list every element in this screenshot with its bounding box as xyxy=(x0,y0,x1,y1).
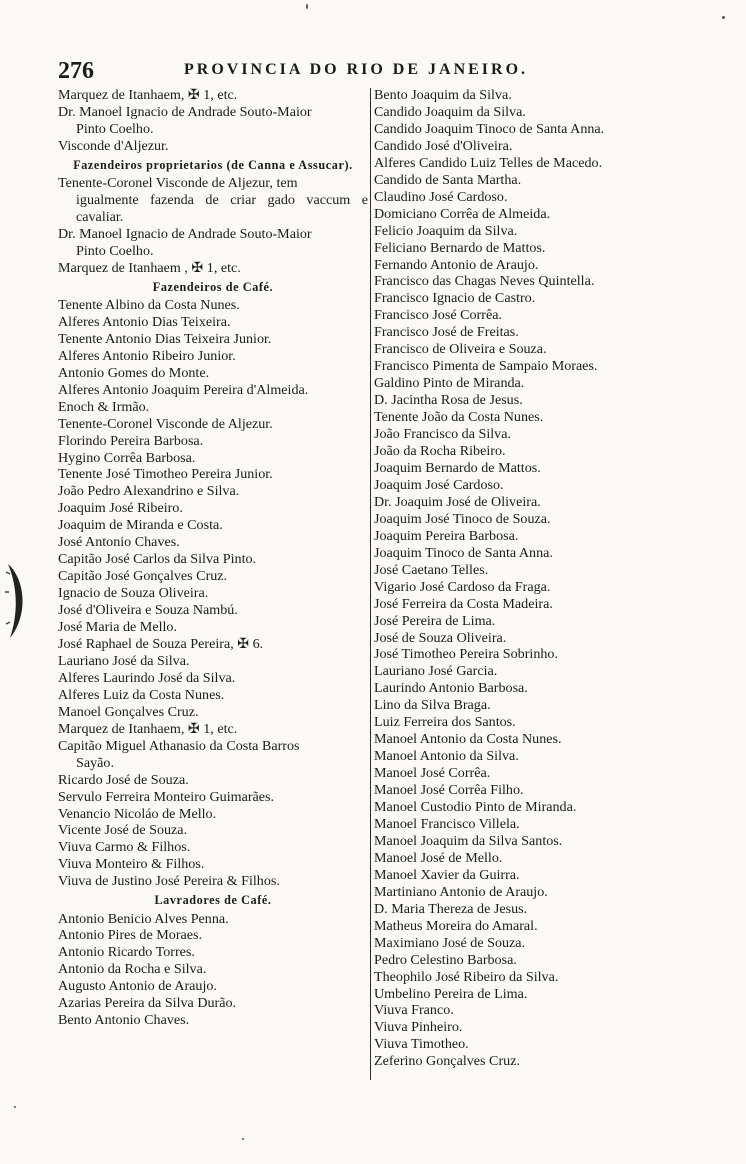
list-entry xyxy=(58,260,368,277)
list-entry: Martiniano Antonio de Araujo. xyxy=(374,883,548,900)
entry-text: Manoel Gonçalves Cruz. xyxy=(58,703,199,720)
entry-text: Joaquim de Miranda e Costa. xyxy=(58,517,223,534)
list-entry xyxy=(58,738,368,772)
list-entry: D. Maria Thereza de Jesus. xyxy=(374,900,528,917)
list-entry xyxy=(58,331,368,348)
list-entry xyxy=(58,961,368,978)
list-entry: Pedro Celestino Barbosa. xyxy=(374,951,517,968)
list-entry xyxy=(58,839,368,856)
list-entry: Candido Joaquim da Silva. xyxy=(374,103,526,120)
entry-text: Visconde d'Aljezur. xyxy=(58,137,169,154)
entry-text: Vicente José de Souza. xyxy=(58,822,188,839)
right-column xyxy=(374,87,686,1070)
list-entry: Viuva Timotheo. xyxy=(374,1036,469,1053)
list-entry xyxy=(58,653,368,670)
entry-text: Alferes Antonio Joaquim Pereira d'Almeida. xyxy=(58,381,309,398)
list-entry xyxy=(58,1012,368,1029)
section-heading: Fazendeiros proprietarios (de Canna e Assucar). xyxy=(73,157,353,172)
list-entry: Maximiano José de Souza. xyxy=(374,934,526,951)
list-entry: Joaquim José Tinoco de Souza. xyxy=(374,510,551,527)
entry-text: Dr. Manoel Ignacio de Andrade Souto-Maior xyxy=(58,225,312,242)
list-entry xyxy=(58,995,368,1012)
page-header xyxy=(58,58,578,88)
list-entry xyxy=(58,856,368,873)
entry-text: Tenente-Coronel Visconde de Aljezur, tem xyxy=(58,175,298,192)
list-entry: Feliciano Bernardo de Mattos. xyxy=(374,239,546,256)
list-entry: José Timotheo Pereira Sobrinho. xyxy=(374,646,559,663)
entry-continuation: Pinto Coelho. xyxy=(76,120,154,137)
column-divider xyxy=(370,88,371,1080)
entry-text: Ricardo José de Souza. xyxy=(58,771,189,788)
list-entry: Francisco das Chagas Neves Quintella. xyxy=(374,273,595,290)
list-entry: José Ferreira da Costa Madeira. xyxy=(374,595,553,612)
list-entry xyxy=(58,399,368,416)
list-entry xyxy=(58,365,368,382)
entry-text: Bento Antonio Chaves. xyxy=(58,1012,190,1029)
entry-text: Enoch & Irmão. xyxy=(58,398,150,415)
list-entry xyxy=(58,602,368,619)
entry-text: Antonio Ricardo Torres. xyxy=(58,944,195,961)
entry-text: Venancio Nicoláo de Mello. xyxy=(58,805,217,822)
list-entry: Galdino Pinto de Miranda. xyxy=(374,375,525,392)
list-entry: Dr. Joaquim José de Oliveira. xyxy=(374,493,541,510)
list-entry: Manoel José Corrêa. xyxy=(374,765,491,782)
list-entry xyxy=(58,670,368,687)
list-entry: Joaquim Bernardo de Mattos. xyxy=(374,459,541,476)
list-entry: Manoel José Corrêa Filho. xyxy=(374,782,524,799)
list-entry: Bento Joaquim da Silva. xyxy=(374,87,512,103)
list-entry: Alferes Candido Luiz Telles de Macedo. xyxy=(374,154,603,171)
list-entry: Umbelino Pereira de Lima. xyxy=(374,985,528,1002)
entry-text: Antonio Gomes do Monte. xyxy=(58,364,210,381)
list-entry: Vigario José Cardoso da Fraga. xyxy=(374,578,551,595)
running-title: PROVINCIA DO RIO DE JANEIRO. xyxy=(184,61,529,78)
section-heading: Fazendeiros de Café. xyxy=(152,279,274,294)
list-entry: Manoel José de Mello. xyxy=(374,849,503,866)
list-entry: Luiz Ferreira dos Santos. xyxy=(374,714,516,731)
entry-text: Capitão Miguel Athanasio da Costa Barros xyxy=(58,737,300,754)
list-entry: Lauriano José Garcia. xyxy=(374,663,498,680)
paper-speck xyxy=(306,4,308,9)
list-entry: Joaquim Pereira Barbosa. xyxy=(374,527,519,544)
list-entry: Francisco José Corrêa. xyxy=(374,307,502,324)
list-entry xyxy=(58,382,368,399)
list-entry: Laurindo Antonio Barbosa. xyxy=(374,680,528,697)
paper-speck xyxy=(722,16,725,19)
entry-text: Alferes Luiz da Costa Nunes. xyxy=(58,686,225,703)
list-entry xyxy=(58,450,368,467)
entry-text: Antonio Benicio Alves Penna. xyxy=(58,910,229,927)
entry-text: Marquez de Itanhaem, ✠ 1, etc. xyxy=(58,720,238,737)
list-entry: Manoel Antonio da Costa Nunes. xyxy=(374,731,562,748)
list-entry xyxy=(58,822,368,839)
list-entry: João Francisco da Silva. xyxy=(374,426,511,443)
list-entry xyxy=(58,704,368,721)
entry-text: Capitão José Carlos da Silva Pinto. xyxy=(58,551,257,568)
list-entry xyxy=(58,721,368,738)
entry-text: Viuva Carmo & Filhos. xyxy=(58,839,191,856)
list-entry xyxy=(58,806,368,823)
list-entry xyxy=(58,927,368,944)
list-entry: João da Rocha Ribeiro. xyxy=(374,443,506,460)
list-entry: Francisco Pimenta de Sampaio Moraes. xyxy=(374,358,598,375)
entry-text: Dr. Manoel Ignacio de Andrade Souto-Maior xyxy=(58,103,312,120)
entry-text: João Pedro Alexandrino e Silva. xyxy=(58,483,240,500)
entry-text: Tenente Albino da Costa Nunes. xyxy=(58,296,240,313)
list-entry xyxy=(58,297,368,314)
list-entry: Manoel Custodio Pinto de Miranda. xyxy=(374,799,577,816)
entry-text: Alferes Antonio Ribeiro Junior. xyxy=(58,347,236,364)
list-entry xyxy=(58,138,368,155)
list-entry: Zeferino Gonçalves Cruz. xyxy=(374,1053,520,1070)
entry-text: Azarias Pereira da Silva Durão. xyxy=(58,995,237,1012)
list-entry: Theophilo José Ribeiro da Silva. xyxy=(374,968,559,985)
list-entry: José Pereira de Lima. xyxy=(374,612,496,629)
entry-text: José Raphael de Souza Pereira, ✠ 6. xyxy=(58,636,264,652)
list-entry xyxy=(58,314,368,331)
list-entry: Candido de Santa Martha. xyxy=(374,171,522,188)
list-entry xyxy=(58,789,368,806)
list-entry: Manoel Xavier da Guirra. xyxy=(374,866,520,883)
list-entry: Manoel Antonio da Silva. xyxy=(374,748,519,765)
list-entry xyxy=(58,433,368,450)
left-column xyxy=(58,87,368,1029)
list-entry: Viuva Pinheiro. xyxy=(374,1019,463,1036)
entry-text: Hygino Corrêa Barbosa. xyxy=(58,449,196,466)
list-entry xyxy=(58,978,368,995)
list-entry xyxy=(58,500,368,517)
entry-text: Alferes Antonio Dias Teixeira. xyxy=(58,313,231,330)
entry-text: José Maria de Mello. xyxy=(58,619,177,636)
list-entry xyxy=(58,534,368,551)
list-entry: Joaquim Tinoco de Santa Anna. xyxy=(374,544,553,561)
entry-text: José Antonio Chaves. xyxy=(58,534,180,551)
paper-speck xyxy=(14,1106,16,1108)
entry-text: Marquez de Itanhaem, ✠ 1, etc. xyxy=(58,87,238,103)
entry-text: Tenente José Timotheo Pereira Junior. xyxy=(58,466,273,483)
entry-continuation: Pinto Coelho. xyxy=(76,242,154,259)
list-entry xyxy=(58,551,368,568)
list-entry xyxy=(58,416,368,433)
list-entry: Francisco Ignacio de Castro. xyxy=(374,290,536,307)
list-entry: José Caetano Telles. xyxy=(374,561,489,578)
list-entry xyxy=(58,466,368,483)
list-entry xyxy=(58,87,368,104)
list-entry xyxy=(58,911,368,928)
entry-text: Servulo Ferreira Monteiro Guimarães. xyxy=(58,788,275,805)
list-entry: Tenente João da Costa Nunes. xyxy=(374,409,544,426)
entry-text: Viuva Monteiro & Filhos. xyxy=(58,856,205,873)
list-entry: Manoel Francisco Villela. xyxy=(374,815,520,832)
entry-text: Marquez de Itanhaem , ✠ 1, etc. xyxy=(58,259,241,276)
page-number: 276 xyxy=(58,58,94,84)
list-entry: Domiciano Corrêa de Almeida. xyxy=(374,205,551,222)
entry-text: José d'Oliveira e Souza Nambú. xyxy=(58,602,238,619)
list-entry xyxy=(58,483,368,500)
entry-text: Joaquim José Ribeiro. xyxy=(58,500,183,517)
entry-text: Capitão José Gonçalves Cruz. xyxy=(58,568,228,585)
list-entry: Felicio Joaquim da Silva. xyxy=(374,222,518,239)
list-entry: Viuva Franco. xyxy=(374,1002,454,1019)
paper-speck xyxy=(242,1138,244,1140)
list-entry: Francisco José de Freitas. xyxy=(374,324,519,341)
list-entry xyxy=(58,585,368,602)
list-entry xyxy=(58,348,368,365)
entry-text: Antonio da Rocha e Silva. xyxy=(58,961,207,978)
list-entry xyxy=(58,873,368,890)
list-entry: Matheus Moreira do Amaral. xyxy=(374,917,538,934)
list-entry: Claudino José Cardoso. xyxy=(374,188,508,205)
list-entry xyxy=(58,104,368,138)
entry-text: Lauriano José da Silva. xyxy=(58,652,190,669)
list-entry: Lino da Silva Braga. xyxy=(374,697,491,714)
list-entry: Candido José d'Oliveira. xyxy=(374,137,513,154)
list-entry xyxy=(58,568,368,585)
entry-text: Viuva de Justino José Pereira & Filhos. xyxy=(58,873,280,890)
entry-text: Tenente-Coronel Visconde de Aljezur. xyxy=(58,415,273,432)
section-heading: Lavradores de Café. xyxy=(154,893,272,908)
list-entry xyxy=(58,772,368,789)
entry-continuation: igualmente fazenda de criar gado vaccum e cavaliar. xyxy=(76,191,368,225)
entry-text: Augusto Antonio de Araujo. xyxy=(58,978,217,995)
list-entry: Manoel Joaquim da Silva Santos. xyxy=(374,832,563,849)
binding-shadow-mark xyxy=(4,562,30,640)
list-entry xyxy=(58,517,368,534)
entry-text: Antonio Pires de Moraes. xyxy=(58,927,203,944)
list-entry: Francisco de Oliveira e Souza. xyxy=(374,341,547,358)
list-entry: Joaquim José Cardoso. xyxy=(374,476,504,493)
list-entry xyxy=(58,226,368,260)
list-entry xyxy=(58,636,368,653)
entry-text: Ignacio de Souza Oliveira. xyxy=(58,585,209,602)
entry-text: Alferes Laurindo José da Silva. xyxy=(58,669,236,686)
entry-continuation: Sayão. xyxy=(76,754,114,771)
list-entry: D. Jacintha Rosa de Jesus. xyxy=(374,392,523,409)
list-entry xyxy=(58,687,368,704)
list-entry: José de Souza Oliveira. xyxy=(374,629,507,646)
list-entry xyxy=(58,175,368,226)
entry-text: Tenente Antonio Dias Teixeira Junior. xyxy=(58,330,272,347)
list-entry xyxy=(58,944,368,961)
list-entry: Candido Joaquim Tinoco de Santa Anna. xyxy=(374,120,605,137)
list-entry: Fernando Antonio de Araujo. xyxy=(374,256,539,273)
list-entry xyxy=(58,619,368,636)
entry-text: Florindo Pereira Barbosa. xyxy=(58,432,204,449)
